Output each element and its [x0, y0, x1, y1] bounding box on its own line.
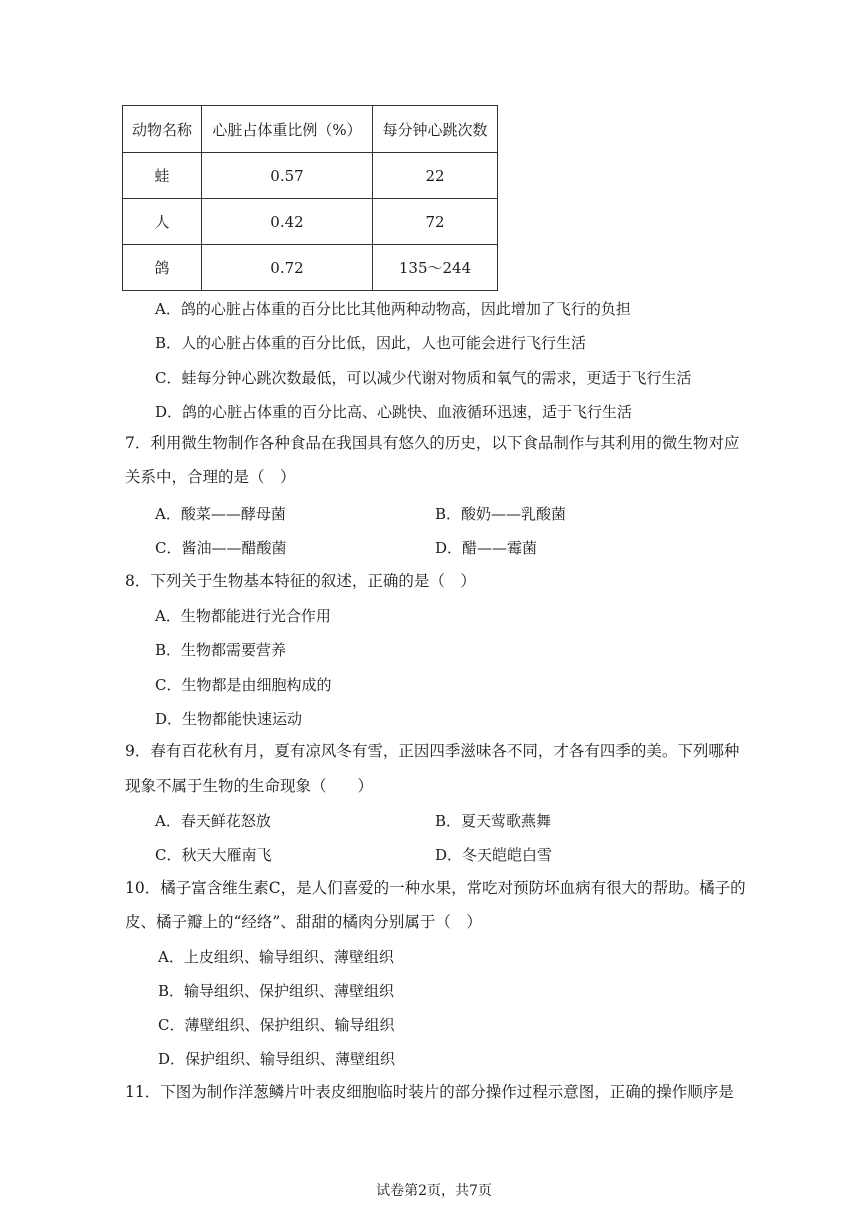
q8-option-a: A．生物都能进行光合作用 [155, 607, 331, 625]
q9-option-c: C．秋天大雁南飞 [155, 846, 272, 864]
q10-option-a: A．上皮组织、输导组织、薄壁组织 [158, 948, 394, 966]
table-cell: 135～244 [373, 245, 498, 291]
q7-option-c: C．酱油——醋酸菌 [155, 539, 287, 557]
q9-option-a: A．春天鲜花怒放 [155, 812, 271, 830]
q8-option-b: B．生物都需要营养 [155, 641, 287, 659]
q10-stem-line2: 皮、橘子瓣上的“经络”、甜甜的橘肉分别属于（ ） [125, 913, 482, 931]
q10-stem-line1: 10．橘子富含维生素C，是人们喜爱的一种水果，常吃对预防坏血病有很大的帮助。橘子的 [125, 879, 746, 897]
q7-option-d: D．醋——霉菌 [435, 539, 538, 557]
table-header-cell: 动物名称 [123, 106, 202, 153]
table-cell: 0.57 [202, 153, 373, 199]
table-cell: 72 [373, 199, 498, 245]
q6-option-a: A．鸽的心脏占体重的百分比比其他两种动物高，因此增加了飞行的负担 [155, 300, 631, 318]
table-cell: 22 [373, 153, 498, 199]
table-row [123, 245, 498, 291]
q7-option-a: A．酸菜——酵母菌 [155, 505, 286, 523]
q6-option-c: C．蛙每分钟心跳次数最低，可以减少代谢对物质和氧气的需求，更适于飞行生活 [155, 369, 692, 387]
q10-option-d: D．保护组织、输导组织、薄壁组织 [158, 1050, 396, 1068]
q9-option-d: D．冬天皑皑白雪 [435, 846, 553, 864]
table-cell: 人 [123, 199, 202, 245]
table-header-cell: 心脏占体重比例（%） [202, 106, 373, 153]
q7-option-b: B．酸奶——乳酸菌 [435, 505, 567, 523]
q6-option-b: B．人的心脏占体重的百分比低，因此，人也可能会进行飞行生活 [155, 334, 587, 352]
q7-stem-line2: 关系中，合理的是（ ） [125, 468, 296, 486]
q10-option-c: C．薄壁组织、保护组织、输导组织 [158, 1016, 395, 1034]
table-header-row [123, 106, 498, 153]
q6-option-d: D．鸽的心脏占体重的百分比高、心跳快、血液循环迅速，适于飞行生活 [155, 403, 633, 421]
table-row [123, 199, 498, 245]
table-cell: 0.42 [202, 199, 373, 245]
table-cell: 蛙 [123, 153, 202, 199]
q8-stem: 8．下列关于生物基本特征的叙述，正确的是（ ） [125, 572, 476, 590]
q8-option-d: D．生物都能快速运动 [155, 710, 303, 728]
table-cell: 0.72 [202, 245, 373, 291]
q8-option-c: C．生物都是由细胞构成的 [155, 676, 332, 694]
heart-data-table [122, 105, 498, 291]
q10-option-b: B．输导组织、保护组织、薄壁组织 [158, 982, 395, 1000]
q9-stem-line1: 9．春有百花秋有月，夏有凉风冬有雪，正因四季滋味各不同，才各有四季的美。下列哪种 [125, 742, 740, 760]
table-header-cell: 每分钟心跳次数 [373, 106, 498, 153]
q7-stem-line1: 7．利用微生物制作各种食品在我国具有悠久的历史，以下食品制作与其利用的微生物对应 [125, 434, 740, 452]
q11-stem: 11．下图为制作洋葱鳞片叶表皮细胞临时装片的部分操作过程示意图，正确的操作顺序是 [125, 1083, 734, 1101]
table-cell: 鸽 [123, 245, 202, 291]
q9-stem-line2: 现象不属于生物的生命现象（ ） [125, 777, 374, 795]
table-row [123, 153, 498, 199]
page-footer: 试卷第2页，共7页 [376, 1183, 492, 1199]
q9-option-b: B．夏天莺歌燕舞 [435, 812, 552, 830]
